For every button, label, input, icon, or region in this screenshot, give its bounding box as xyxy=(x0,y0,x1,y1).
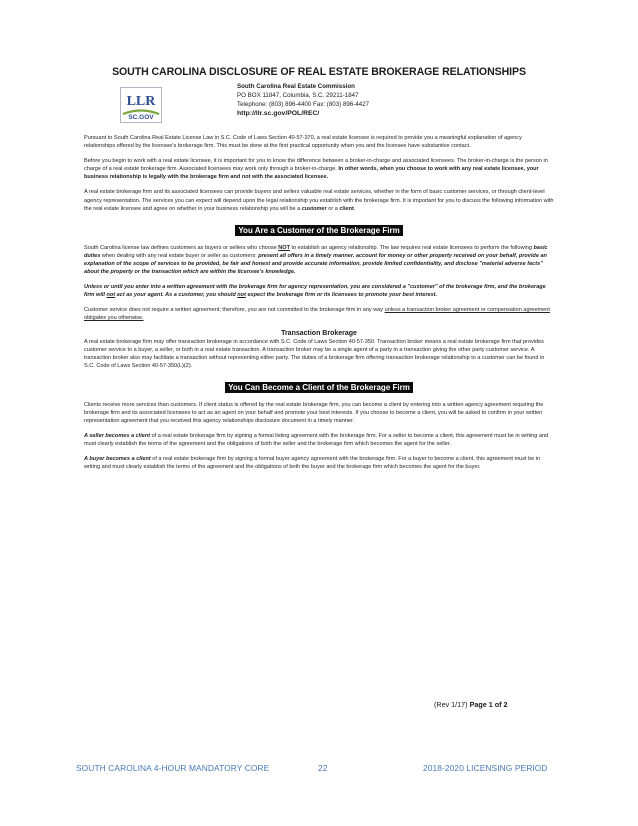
intro-p3-or: or a xyxy=(326,205,340,212)
customer-p1-duties-list: present all offers in a timely manner, account for money or other property received on your behalf, provide an explanation of the scope of services to be provided, be fair and honest and provide accurate information, provide limited confidentiality, and disclose "material adverse facts" about the property or the transaction which are within the licensee's knowledge. xyxy=(84,252,547,276)
client-p2-text: of a real estate brokerage firm by signing a formal listing agreement with the brokerage firm. For a seller to become a client, this agreement must be in writing and must clearly establish the terms of the agreement and the obligations of both the seller and the brokerage firm which becomes the agent for the seller. xyxy=(84,433,549,448)
customer-section-heading: You Are a Customer of the Brokerage Firm xyxy=(235,225,402,236)
logo-top-text: LLR xyxy=(126,94,156,109)
customer-p3-a: Customer service does not require a written agreement; therefore, you are not committed to the brokerage firm in any way xyxy=(84,307,385,314)
intro-p3-end: . xyxy=(353,205,356,212)
customer-p1-d: when dealing with any real estate buyer or seller as customers: xyxy=(100,252,259,259)
agency-header xyxy=(84,82,554,134)
intro-paragraph-2 xyxy=(84,157,554,181)
intro-paragraph-1: Pursuant to South Carolina Real Estate License Law in S.C. Code of Laws Section 40-57-370, a real estate licensee is required to provide you a meaningful explanation of agency relationships offered by the licensee's brokerage firm. This must be done at the first practical opportunity when you and the licensee have substantive contact. xyxy=(84,135,522,150)
client-section-heading: You Can Become a Client of the Brokerage Firm xyxy=(225,382,413,393)
customer-paragraph-3 xyxy=(84,306,554,322)
intro-p2-bold: In other words, when you choose to work with any real estate licensee, your business relationship is legally with the brokerage firm and not with the associated licensee. xyxy=(84,166,539,181)
llr-logo-icon xyxy=(120,87,162,123)
transaction-section-heading: Transaction Brokerage xyxy=(281,329,357,337)
page-of-pages: Page 1 of 2 xyxy=(469,700,508,709)
customer-heading-wrap xyxy=(84,220,554,238)
intro-p2-text: Before you begin to work with a real estate licensee, it is important for you to know the difference between a broker-in-charge and associated licensees. The broker-in-charge is the person in charge of a real estate brokerage firm. Associated licensees may work only through a broker-in-charge. xyxy=(84,158,548,173)
intro-p3-text: A real estate brokerage firm and its associated licensees can provide buyers and sellers valuable real estate services, whether in the form of basic customer services, or through client-level agency representation. The services you can expect will depend upon the legal relationship you establish with the brokerage firm. It is important for you to discuss the following information with the real estate licensee and agree on whether in your business relationship you will be a xyxy=(84,189,554,212)
customer-p2-b: act as your agent. As a customer, you should xyxy=(115,292,238,299)
customer-p1-basic-duties: basic duties xyxy=(84,244,548,259)
client-p3-text: of a real estate brokerage firm by signing a formal buyer agency agreement with the brokerage firm. For a buyer to become a client, this agreement must be in writing and must clearly establish the terms of the agreement and the obligations of both the buyer and the brokerage firm which becomes the agent for the buyer. xyxy=(84,456,541,471)
customer-p2-not: not xyxy=(106,292,116,299)
agency-address: PO BOX 11847, Columbia, S.C. 29211-1847 xyxy=(237,92,359,99)
intro-p3-client: client xyxy=(339,205,354,212)
client-paragraph-3 xyxy=(84,455,554,471)
customer-p2-not-2: not xyxy=(237,292,246,299)
intro-p3-customer: customer xyxy=(301,205,327,212)
agency-name: South Carolina Real Estate Commission xyxy=(237,83,355,90)
revision-page-label xyxy=(434,700,508,709)
customer-p1-not: NOT xyxy=(278,244,290,251)
client-paragraph-1: Clients receive more services than customers. If client status is offered by the real estate brokerage firm, you can become a client by entering into a written agency agreement requiring the brokerage firm and its associated licensees to act as an agent on your behalf and promote your best interests. If you choose to become a client, you will be asked to confirm in your written representation agreement that you received this agency relationships disclosure document in a timely manner. xyxy=(84,401,544,425)
client-p3-buyer: A buyer becomes a client xyxy=(84,456,151,463)
agency-phone: Telephone: (803) 896-4400 Fax: (803) 896-4427 xyxy=(237,101,370,108)
client-heading-wrap xyxy=(84,377,554,395)
customer-paragraph-1 xyxy=(84,244,554,276)
transaction-paragraph-1: A real estate brokerage firm may offer transaction brokerage in accordance with S.C. Code of Laws Section 40-57-350. Transaction broker means a real estate brokerage firm that provides customer service to a buyer, a seller, or both in a real estate transaction. A transaction broker may be a single agent of a party in a transaction giving the other party customer service. A transaction broker also may facilitate a transaction without representing either party. The duties of a brokerage firm offering transaction brokerage relationship to a customer can be found in S.C. Code of Laws Section 40-57-350(L)(2). xyxy=(84,338,545,369)
revision-date: (Rev 1/17) xyxy=(434,700,470,709)
logo-bottom-text: SC.GOV xyxy=(128,114,154,121)
client-paragraph-2 xyxy=(84,432,554,448)
customer-p2-c: expect the brokerage firm or its licensees to promote your best interest. xyxy=(245,292,438,299)
footer-course-title: SOUTH CAROLINA 4-HOUR MANDATORY CORE xyxy=(76,763,270,773)
agency-url[interactable]: http://llr.sc.gov/POL/REC/ xyxy=(237,110,320,117)
customer-p1-a: South Carolina license law defines customers as buyers or sellers who choose xyxy=(84,244,279,251)
footer-licensing-period: 2018-2020 LICENSING PERIOD xyxy=(423,763,548,773)
customer-paragraph-2 xyxy=(84,283,554,299)
footer-page-number: 22 xyxy=(318,763,328,773)
client-p2-seller: A seller becomes a client xyxy=(84,433,151,440)
customer-p1-b: to establish an agency relationship. The law requires real estate licensees to perform the following xyxy=(289,244,534,251)
intro-paragraph-3 xyxy=(84,188,554,212)
customer-p2-a: Unless or until you enter into a written agreement with the brokerage firm for agency representation, you are considered a "customer" of the brokerage firm, and the brokerage firm will xyxy=(84,284,546,299)
agency-info xyxy=(237,82,369,118)
document-title: SOUTH CAROLINA DISCLOSURE OF REAL ESTATE BROKERAGE RELATIONSHIPS xyxy=(112,66,526,78)
disclosure-document xyxy=(84,66,554,479)
customer-p3-underlined: unless a transaction broker agreement or compensation agreement obligates you otherwise. xyxy=(84,307,550,322)
